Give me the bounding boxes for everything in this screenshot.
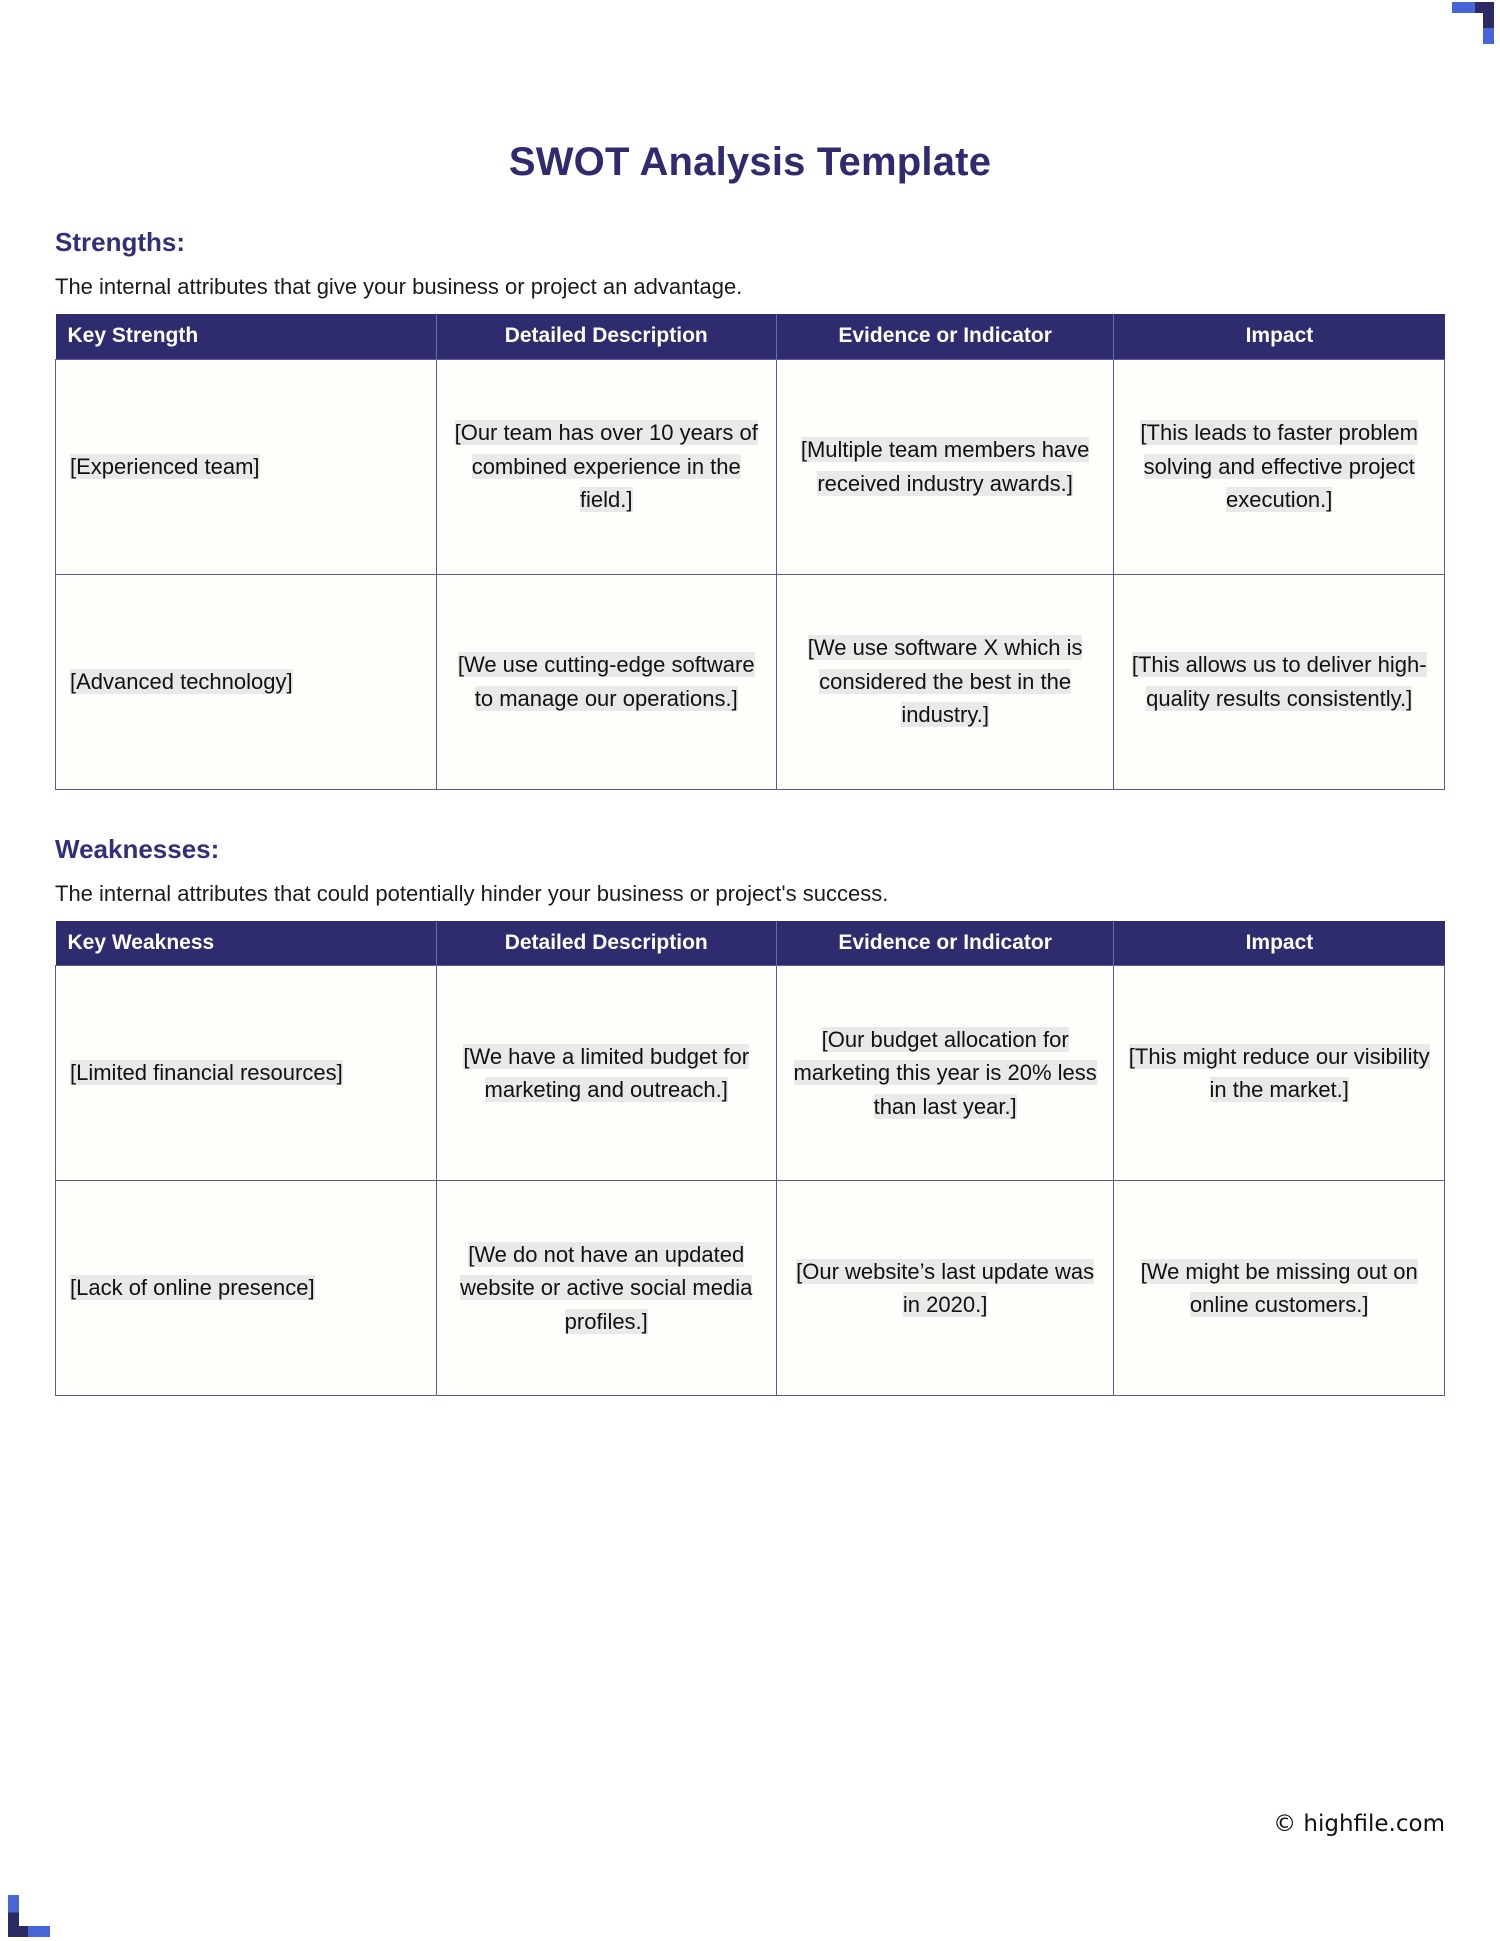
column-header-evidence-or-indicator: Evidence or Indicator: [776, 314, 1114, 359]
section-strengths: [55, 227, 1445, 790]
table-row: [56, 1181, 1445, 1396]
cell-impact[interactable]: [1114, 1181, 1445, 1396]
column-header-key-strength: Key Strength: [56, 314, 437, 359]
column-header-evidence-or-indicator: Evidence or Indicator: [776, 921, 1114, 966]
cell-text: [We use cutting-edge software to manage our operations.]: [457, 652, 755, 711]
table-header-row: [56, 921, 1445, 966]
cell-impact[interactable]: [1114, 574, 1445, 789]
cell-detailed-description[interactable]: [436, 966, 776, 1181]
section-description-weaknesses: The internal attributes that could potentially hinder your business or project's success.: [55, 880, 889, 906]
cell-text: [Multiple team members have received industry awards.]: [800, 437, 1090, 496]
cell-evidence-or-indicator[interactable]: [776, 574, 1114, 789]
strengths-table: [55, 314, 1445, 790]
section-weaknesses: [55, 834, 1445, 1397]
cell-text: [Experienced team]: [70, 453, 260, 479]
table-row: [56, 966, 1445, 1181]
cell-text: [Limited financial resources]: [70, 1060, 343, 1086]
column-header-detailed-description: Detailed Description: [436, 314, 776, 359]
cell-text: [Lack of online presence]: [70, 1275, 315, 1301]
cell-text: [This leads to faster problem solving and effective project execution.]: [1140, 420, 1418, 513]
cell-text: [We have a limited budget for marketing and outreach.]: [463, 1043, 750, 1102]
cell-text: [Our website’s last update was in 2020.]: [796, 1258, 1095, 1317]
cell-text: [Advanced technology]: [70, 668, 293, 694]
column-header-detailed-description: Detailed Description: [436, 921, 776, 966]
cell-detailed-description[interactable]: [436, 1181, 776, 1396]
cell-detailed-description[interactable]: [436, 359, 776, 574]
cell-text: [We use software X which is considered the best in the industry.]: [807, 635, 1083, 728]
cell-text: [Our team has over 10 years of combined experience in the field.]: [454, 420, 758, 513]
cell-impact[interactable]: [1114, 359, 1445, 574]
cell-text: [We do not have an updated website or active social media profiles.]: [460, 1241, 753, 1334]
column-header-impact: Impact: [1114, 921, 1445, 966]
cell-text: [This allows us to deliver high-quality results consistently.]: [1131, 652, 1427, 711]
weaknesses-table: [55, 921, 1445, 1397]
cell-impact[interactable]: [1114, 966, 1445, 1181]
cell-key-strength[interactable]: [56, 359, 437, 574]
column-header-impact: Impact: [1114, 314, 1445, 359]
section-heading-strengths: Strengths:: [55, 227, 185, 257]
cell-detailed-description[interactable]: [436, 574, 776, 789]
column-header-key-weakness: Key Weakness: [56, 921, 437, 966]
cell-key-weakness[interactable]: [56, 966, 437, 1181]
footer-copyright: © highfile.com: [1273, 1811, 1445, 1837]
cell-evidence-or-indicator[interactable]: [776, 966, 1114, 1181]
table-row: [56, 359, 1445, 574]
section-heading-weaknesses: Weaknesses:: [55, 833, 220, 864]
page-title: SWOT Analysis Template: [508, 140, 992, 184]
table-header-row: [56, 314, 1445, 359]
cell-text: [This might reduce our visibility in the market.]: [1128, 1043, 1430, 1102]
cell-evidence-or-indicator[interactable]: [776, 1181, 1114, 1396]
cell-text: [Our budget allocation for marketing this year is 20% less than last year.]: [793, 1026, 1097, 1119]
cell-evidence-or-indicator[interactable]: [776, 359, 1114, 574]
table-row: [56, 574, 1445, 789]
section-description-strengths: The internal attributes that give your business or project an advantage.: [55, 274, 743, 299]
cell-key-weakness[interactable]: [56, 1181, 437, 1396]
cell-key-strength[interactable]: [56, 574, 437, 789]
cell-text: [We might be missing out on online customers.]: [1140, 1258, 1418, 1317]
